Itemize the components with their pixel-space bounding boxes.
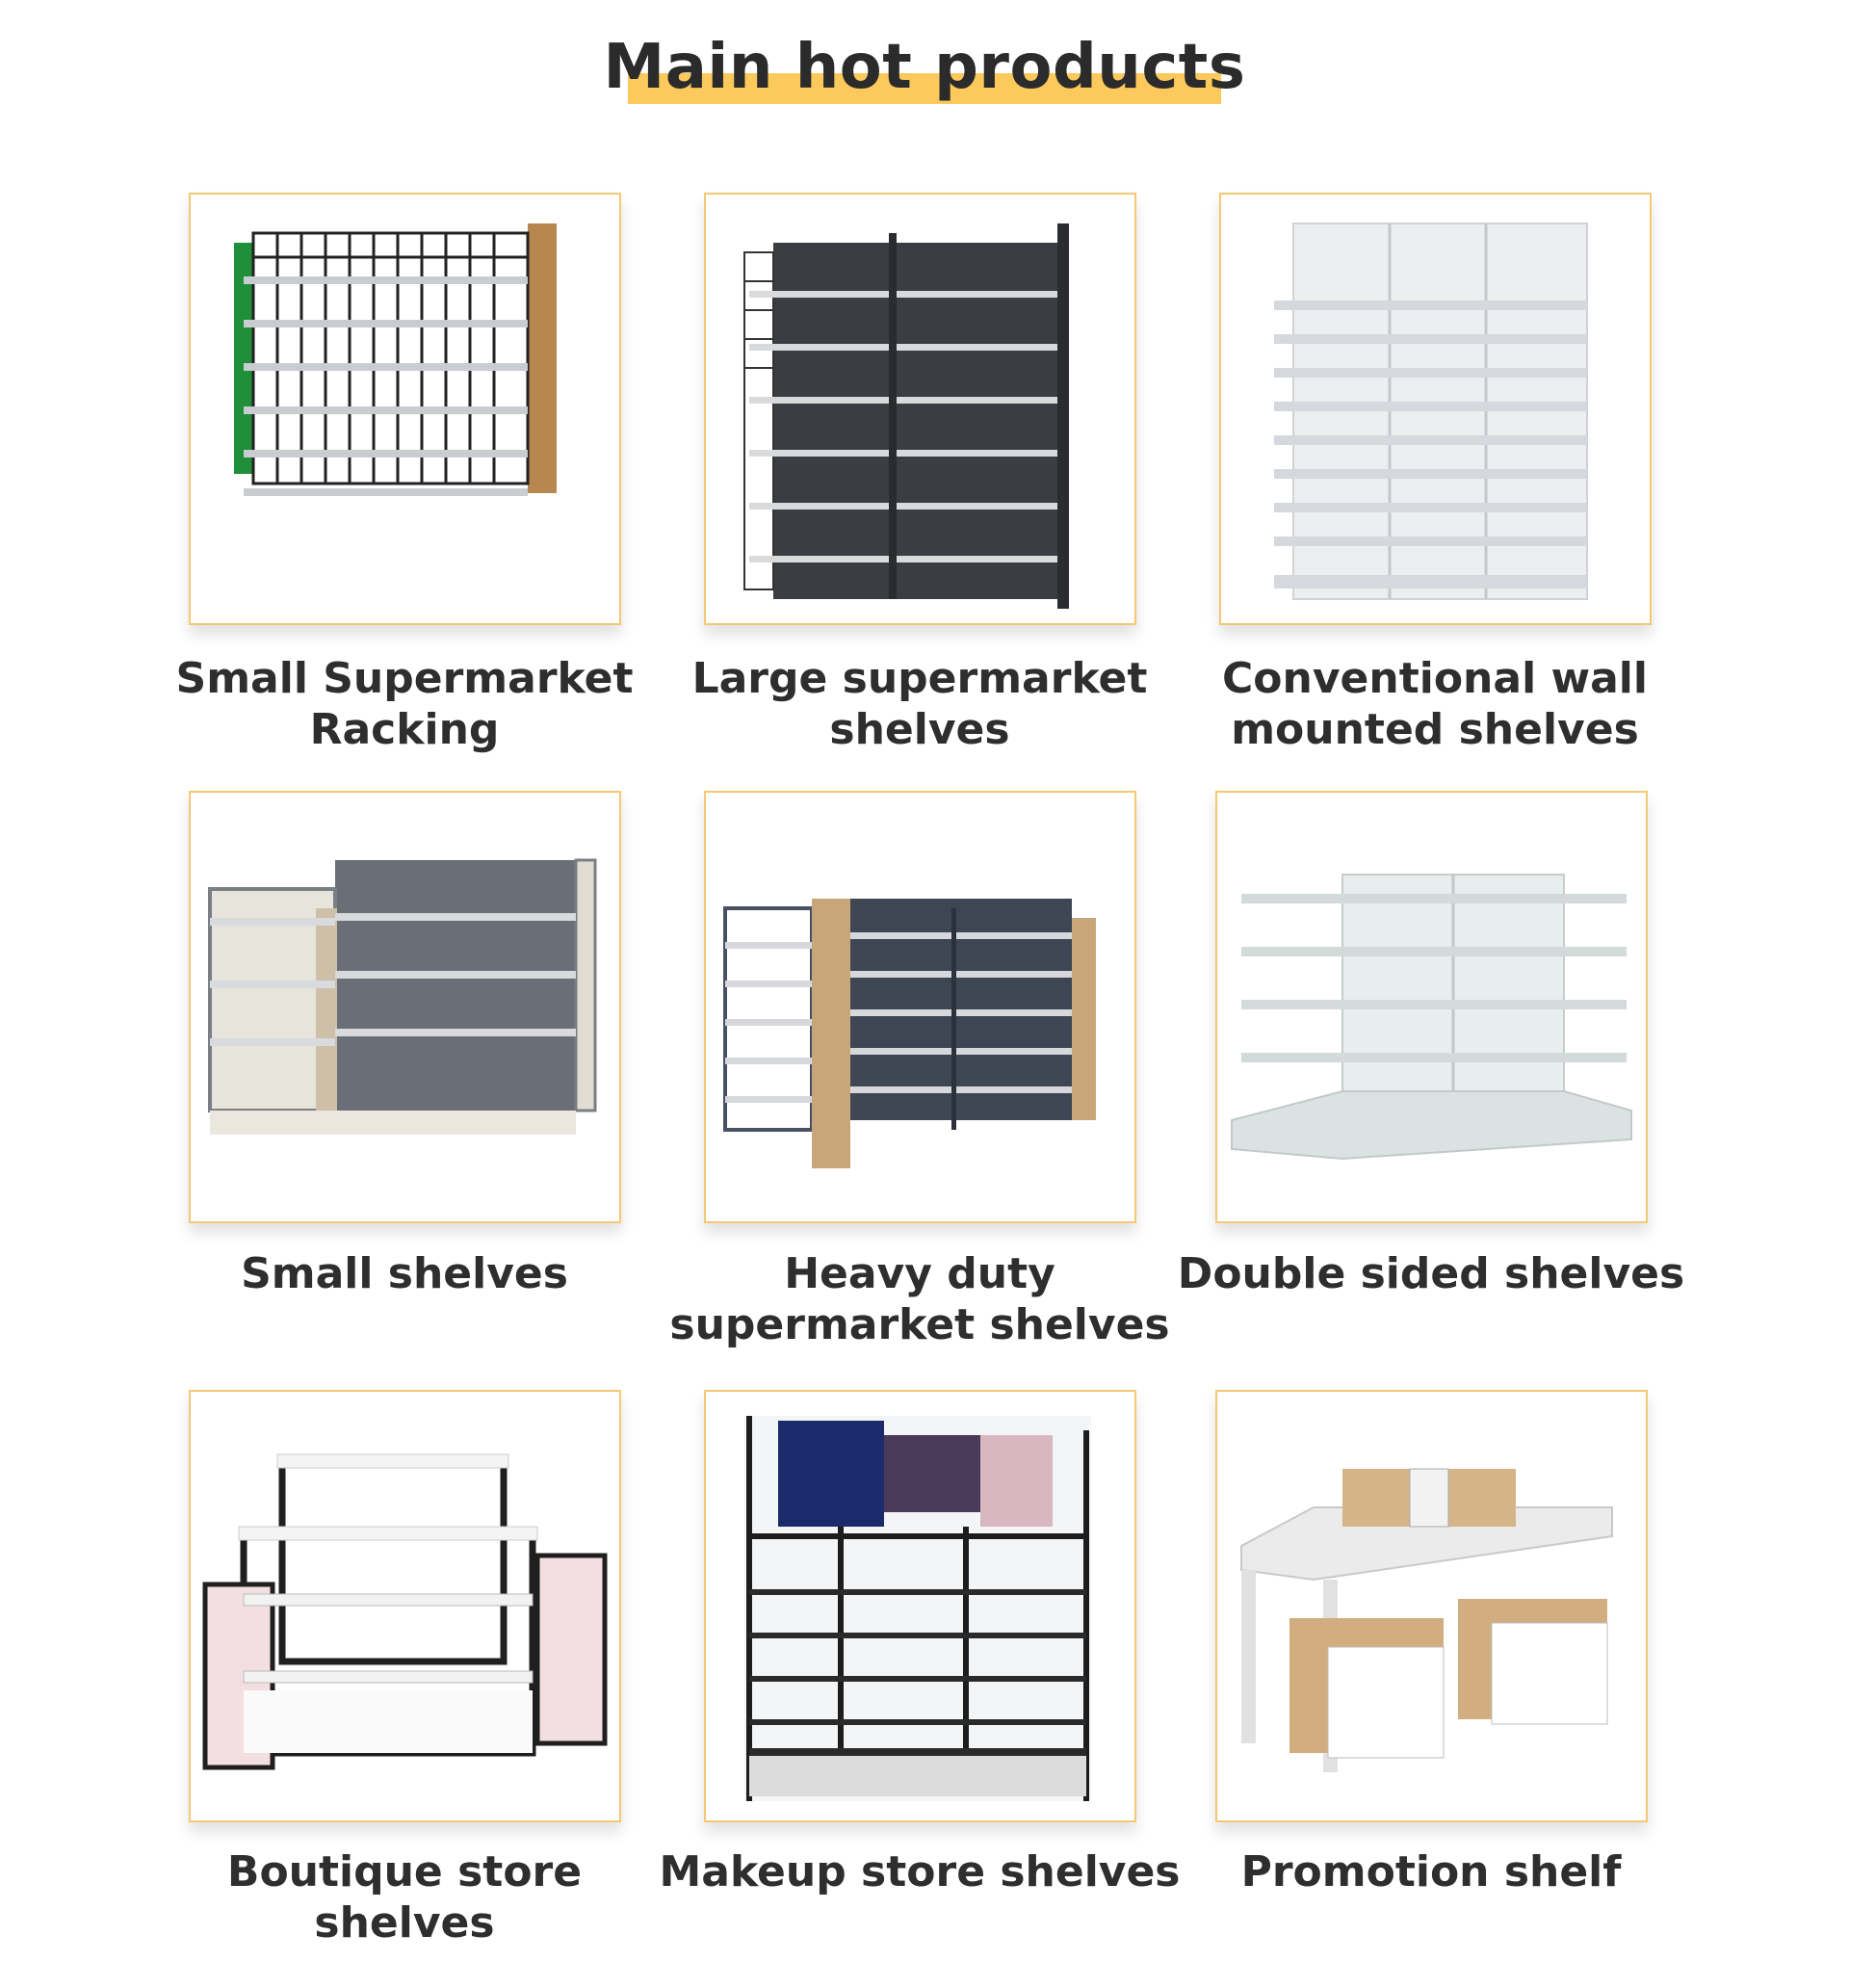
gray-small-shelf-icon [191,793,619,1221]
dark-gondola-shelf-icon [706,195,1134,623]
double-sided-shelf-icon [1217,793,1646,1221]
product-card-small-shelves[interactable] [189,791,621,1223]
page-title: Main hot products [603,32,1246,103]
makeup-display-icon [706,1392,1134,1820]
product-title: Heavy duty supermarket shelves [669,1249,1170,1349]
product-title: Large supermarket shelves [691,654,1148,754]
product-title: Boutique store shelves [226,1847,583,1948]
product-card-heavy-duty-supermarket-shelves[interactable] [704,791,1136,1223]
product-title: Conventional wall mounted shelves [1222,654,1648,754]
product-title: Small shelves [241,1249,568,1298]
product-title: Makeup store shelves [659,1847,1181,1896]
product-card-small-supermarket-racking[interactable] [189,193,621,625]
heavy-duty-shelf-icon [706,793,1134,1221]
product-title: Promotion shelf [1240,1847,1622,1896]
product-title: Double sided shelves [1177,1249,1685,1298]
product-title: Small Supermarket Racking [175,654,634,754]
promotion-table-icon [1217,1392,1646,1820]
product-card-double-sided-shelves[interactable] [1215,791,1648,1223]
product-card-conventional-wall-mounted-shelves[interactable] [1219,193,1652,625]
product-card-makeup-store-shelves[interactable] [704,1390,1136,1822]
product-card-boutique-store-shelves[interactable] [189,1390,621,1822]
product-card-large-supermarket-shelves[interactable] [704,193,1136,625]
page-header [0,33,1849,119]
grid-wall-shelf-icon [191,195,619,623]
white-wall-shelf-icon [1221,195,1650,623]
product-card-promotion-shelf[interactable] [1215,1390,1648,1822]
boutique-table-icon [191,1392,619,1820]
